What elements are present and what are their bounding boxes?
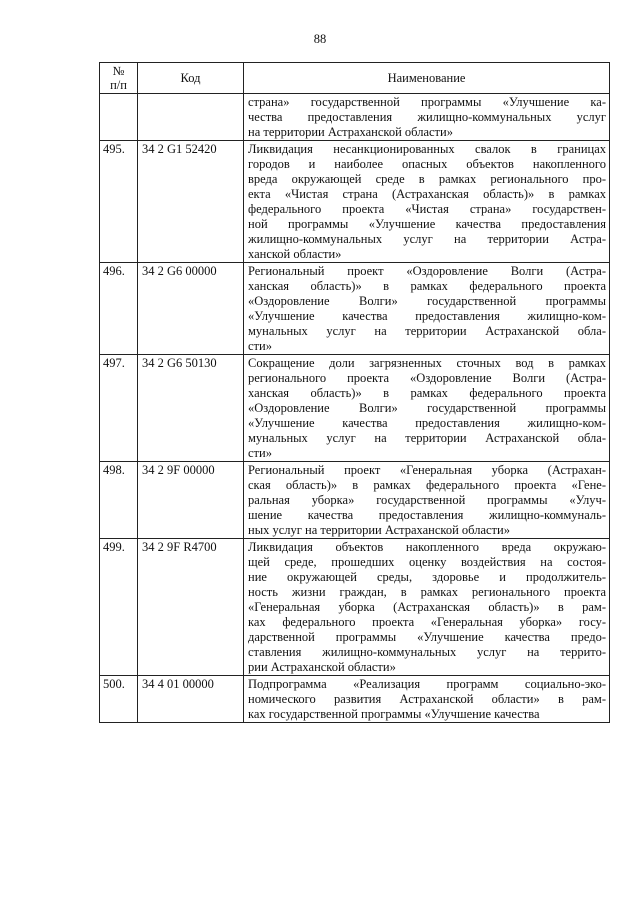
name-line: ность жизни граждан, в рамках регионального проекта (248, 585, 606, 599)
table-row (100, 462, 610, 539)
cell-name (244, 263, 610, 355)
name-line: «Улучшение качества предоставления жилищно-ком- (248, 416, 606, 430)
name-line: жилищно-коммунальных услуг на территории Астра- (248, 232, 606, 246)
name-line: номического развития Астраханской области» в рам- (248, 692, 606, 706)
name-line: екта «Чистая страна (Астраханская область)» в рамках (248, 187, 606, 201)
name-line: городов и наиболее опасных объектов накопленного (248, 157, 606, 171)
name-line: Ликвидация объектов накопленного вреда окружаю- (248, 540, 606, 554)
name-line: «Оздоровление Волги» государственной программы (248, 294, 606, 308)
cell-name (244, 676, 610, 723)
name-line: щей среде, прошедших оценку воздействия на состоя- (248, 555, 606, 569)
cell-name (244, 94, 610, 141)
table-row (100, 141, 610, 263)
name-line: федерального проекта «Чистая страна» государствен- (248, 202, 606, 216)
cell-name (244, 355, 610, 462)
name-line: ханская область)» в рамках федерального проекта (248, 279, 606, 293)
cell-code: 34 4 01 00000 (138, 676, 244, 723)
cell-code: 34 2 G6 00000 (138, 263, 244, 355)
cell-number: 495. (100, 141, 138, 263)
name-line: Региональный проект «Оздоровление Волги (Астра- (248, 264, 606, 278)
cell-number: 499. (100, 539, 138, 676)
cell-number: 496. (100, 263, 138, 355)
name-line: регионального проекта «Оздоровление Волги (Астра- (248, 371, 606, 385)
name-line: рии Астраханской области» (248, 660, 396, 674)
table-header-row (100, 63, 610, 94)
cell-number: 497. (100, 355, 138, 462)
registry-table (99, 62, 610, 723)
cell-code: 34 2 9F 00000 (138, 462, 244, 539)
name-line: ках федерального проекта «Генеральная уборка» госу- (248, 615, 606, 629)
cell-name (244, 141, 610, 263)
page-number: 88 (313, 32, 327, 46)
table-row (100, 676, 610, 723)
name-line: ская область)» в рамках федерального проекта «Гене- (248, 478, 606, 492)
table-row (100, 263, 610, 355)
name-line: ных услуг на территории Астраханской области» (248, 523, 510, 537)
header-number-abbrev: п/п (110, 78, 127, 92)
cell-number: 498. (100, 462, 138, 539)
name-line: ние окружающей среды, здоровье и продолжитель- (248, 570, 606, 584)
name-line: ставления жилищно-коммунальных услуг на террито- (248, 645, 606, 659)
name-line: «Улучшение качества предоставления жилищно-ком- (248, 309, 606, 323)
cell-code: 34 2 G1 52420 (138, 141, 244, 263)
cell-number: 500. (100, 676, 138, 723)
cell-code (138, 94, 244, 141)
table-body (100, 94, 610, 723)
name-line: чества предоставления жилищно-коммунальных услуг (248, 110, 606, 124)
name-line: мунальных услуг на территории Астраханской обла- (248, 324, 606, 338)
name-line: сти» (248, 446, 272, 460)
name-line: шение качества предоставления жилищно-коммуналь- (248, 508, 606, 522)
cell-name (244, 462, 610, 539)
name-line: дарственной программы «Улучшение качества предо- (248, 630, 606, 644)
header-number (100, 63, 138, 94)
name-line: мунальных услуг на территории Астраханской обла- (248, 431, 606, 445)
name-line: ной программы «Улучшение качества предоставления (248, 217, 606, 231)
name-line: ках государственной программы «Улучшение качества (248, 707, 540, 721)
name-line: Ликвидация несанкционированных свалок в границах (248, 142, 606, 156)
name-line: Подпрограмма «Реализация программ социально-эко- (248, 677, 606, 691)
name-line: сти» (248, 339, 272, 353)
name-line: Региональный проект «Генеральная уборка (Астрахан- (248, 463, 606, 477)
name-line: ральная уборка» государственной программы «Улуч- (248, 493, 606, 507)
table-row (100, 355, 610, 462)
header-name: Наименование (244, 63, 610, 94)
name-line: страна» государственной программы «Улучшение ка- (248, 95, 606, 109)
name-line: Сокращение доли загрязненных сточных вод в рамках (248, 356, 606, 370)
continuation-row (100, 94, 610, 141)
name-line: вреда окружающей среде в рамках регионального про- (248, 172, 606, 186)
name-line: «Оздоровление Волги» государственной программы (248, 401, 606, 415)
cell-code: 34 2 G6 50130 (138, 355, 244, 462)
name-line: «Генеральная уборка (Астраханская область)» в рам- (248, 600, 606, 614)
header-code: Код (138, 63, 244, 94)
name-line: на территории Астраханской области» (248, 125, 453, 139)
name-line: ханская область)» в рамках федерального проекта (248, 386, 606, 400)
cell-code: 34 2 9F R4700 (138, 539, 244, 676)
cell-name (244, 539, 610, 676)
name-line: ханской области» (248, 247, 342, 261)
table-row (100, 539, 610, 676)
cell-number (100, 94, 138, 141)
header-number-symbol: № (112, 64, 125, 78)
